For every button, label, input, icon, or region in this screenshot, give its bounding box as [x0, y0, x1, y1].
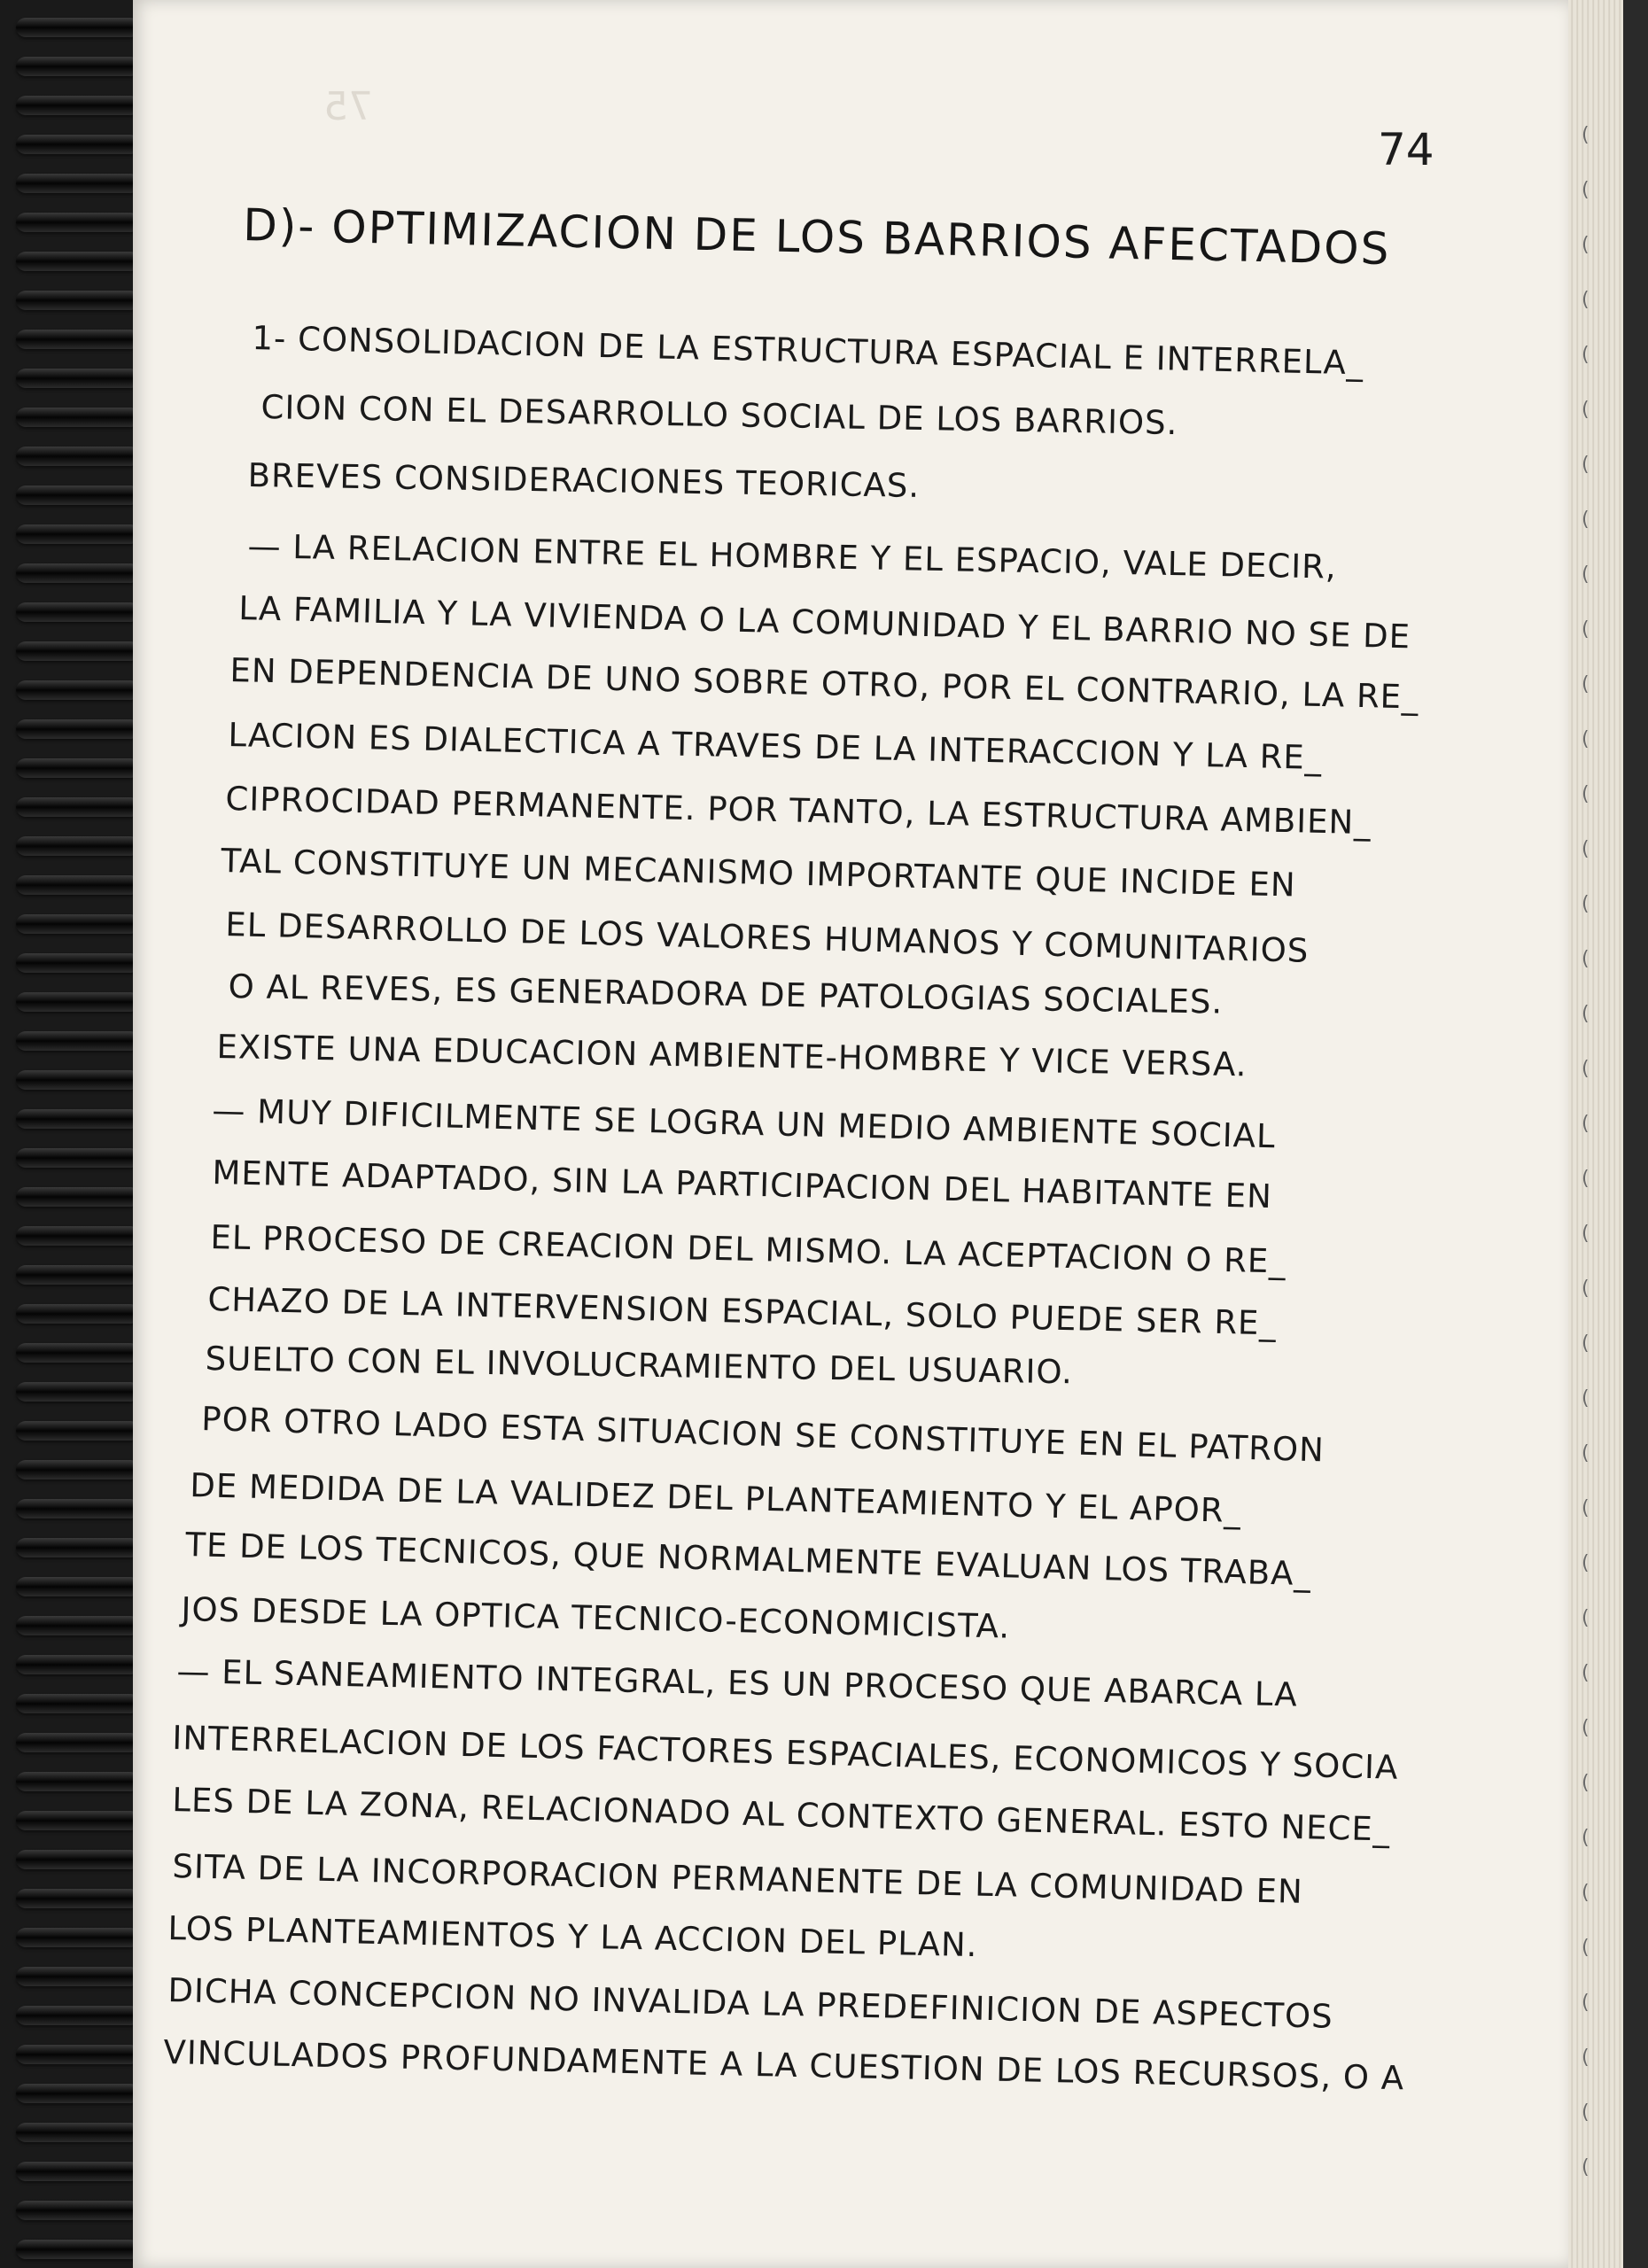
margin-tick: ( — [1582, 783, 1590, 805]
margin-tick: ( — [1582, 1058, 1590, 1080]
margin-tick: ( — [1582, 1278, 1590, 1300]
binding-coil — [16, 1226, 140, 1246]
text-line: — EL SANEAMIENTO INTEGRAL, ES UN PROCESO QUE ABARCA LA — [176, 1652, 1299, 1714]
binding-coil — [16, 96, 140, 115]
binding-coil — [16, 1304, 140, 1324]
binding-coil — [16, 1811, 140, 1830]
text-line: POR OTRO LADO ESTA SITUACION SE CONSTITUYE EN EL PATRON — [200, 1400, 1325, 1470]
text-line: EL DESARROLLO DE LOS VALORES HUMANOS Y COMUNITARIOS — [224, 905, 1310, 970]
text-line: CIPROCIDAD PERMANENTE. POR TANTO, LA ESTRUCTURA AMBIEN_ — [225, 780, 1372, 843]
margin-tick: ( — [1582, 1113, 1590, 1135]
binding-coil — [16, 1109, 140, 1129]
binding-coil — [16, 992, 140, 1012]
binding-coil — [16, 914, 140, 934]
margin-tick: ( — [1582, 1937, 1590, 1959]
ghost-page-number: 75 — [323, 84, 373, 129]
margin-tick: ( — [1582, 1332, 1590, 1355]
margin-tick: ( — [1582, 1717, 1590, 1739]
margin-tick: ( — [1582, 1662, 1590, 1684]
binding-coil — [16, 1889, 140, 1908]
margin-tick: ( — [1582, 1003, 1590, 1025]
margin-marks — [1582, 124, 1599, 2179]
binding-coil — [16, 369, 140, 388]
binding-coil — [16, 1421, 140, 1441]
binding-coil — [16, 1694, 140, 1713]
binding-coil — [16, 57, 140, 76]
binding-coil — [16, 2123, 140, 2142]
text-line: SITA DE LA INCORPORACION PERMANENTE DE LA COMUNIDAD EN — [172, 1847, 1304, 1911]
margin-tick: ( — [1582, 1992, 1590, 2014]
binding-coil — [16, 797, 140, 817]
binding-coil — [16, 18, 140, 37]
binding-coil — [16, 408, 140, 427]
binding-coil — [16, 602, 140, 622]
binding-coil — [16, 252, 140, 271]
margin-tick: ( — [1582, 1442, 1590, 1464]
binding-coil — [16, 1733, 140, 1752]
margin-tick: ( — [1582, 234, 1590, 256]
margin-tick: ( — [1582, 509, 1590, 531]
margin-tick: ( — [1582, 1223, 1590, 1245]
text-line: DE MEDIDA DE LA VALIDEZ DEL PLANTEAMIENTO Y EL APOR_ — [189, 1466, 1242, 1530]
text-line: CHAZO DE LA INTERVENSION ESPACIAL, SOLO PUEDE SER RE_ — [207, 1280, 1278, 1343]
binding-coil — [16, 1460, 140, 1480]
margin-tick: ( — [1582, 1552, 1590, 1574]
binding-coil — [16, 641, 140, 661]
binding-coil — [16, 1343, 140, 1363]
section-heading: D)- OPTIMIZACION DE LOS BARRIOS AFECTADOS — [242, 199, 1391, 276]
margin-tick: ( — [1582, 179, 1590, 201]
binding-coil — [16, 1577, 140, 1596]
binding-coil — [16, 1265, 140, 1285]
margin-tick: ( — [1582, 1497, 1590, 1519]
text-line: 1- CONSOLIDACION DE LA ESTRUCTURA ESPACIAL E INTERRELA_ — [252, 319, 1364, 383]
margin-tick: ( — [1582, 2047, 1590, 2069]
text-line: INTERRELACION DE LOS FACTORES ESPACIALES, ECONOMICOS Y SOCIA — [171, 1719, 1399, 1787]
margin-tick: ( — [1582, 1168, 1590, 1190]
binding-coil — [16, 330, 140, 349]
binding-coil — [16, 1538, 140, 1557]
margin-tick: ( — [1582, 289, 1590, 311]
binding-coil — [16, 1148, 140, 1168]
margin-tick: ( — [1582, 1882, 1590, 1904]
text-line: — MUY DIFICILMENTE SE LOGRA UN MEDIO AMBIENTE SOCIAL — [211, 1091, 1277, 1156]
text-line: DICHA CONCEPCION NO INVALIDA LA PREDEFINICION DE ASPECTOS — [167, 1971, 1334, 2036]
binding-coil — [16, 2162, 140, 2181]
text-line: LES DE LA ZONA, RELACIONADO AL CONTEXTO GENERAL. ESTO NECE_ — [171, 1781, 1391, 1849]
margin-tick: ( — [1582, 454, 1590, 476]
margin-tick: ( — [1582, 399, 1590, 421]
binding-coil — [16, 953, 140, 973]
margin-tick: ( — [1582, 2101, 1590, 2124]
binding-coil — [16, 135, 140, 154]
text-line: VINCULADOS PROFUNDAMENTE A LA CUESTION DE LOS RECURSOS, O A — [163, 2033, 1405, 2098]
binding-coil — [16, 719, 140, 739]
text-line: LA FAMILIA Y LA VIVIENDA O LA COMUNIDAD Y EL BARRIO NO SE DE — [237, 589, 1411, 656]
page-number: 74 — [1378, 124, 1434, 175]
binding-coil — [16, 1187, 140, 1207]
binding-coil — [16, 563, 140, 583]
binding-coil — [16, 2201, 140, 2220]
text-line: EXISTE UNA EDUCACION AMBIENTE-HOMBRE Y VICE VERSA. — [216, 1028, 1248, 1084]
binding-coil — [16, 2084, 140, 2103]
text-line: JOS DESDE LA OPTICA TECNICO-ECONOMICISTA. — [181, 1590, 1011, 1646]
margin-tick: ( — [1582, 838, 1590, 860]
binding-coil — [16, 213, 140, 232]
margin-tick: ( — [1582, 563, 1590, 586]
spiral-binding — [0, 0, 142, 2268]
text-line: O AL REVES, ES GENERADORA DE PATOLOGIAS SOCIALES. — [228, 967, 1224, 1021]
binding-coil — [16, 1499, 140, 1518]
text-line: BREVES CONSIDERACIONES TEORICAS. — [247, 456, 921, 505]
text-line: LACION ES DIALECTICA A TRAVES DE LA INTERACCION Y LA RE_ — [228, 716, 1323, 777]
binding-coil — [16, 2045, 140, 2064]
binding-coil — [16, 447, 140, 466]
margin-tick: ( — [1582, 728, 1590, 750]
binding-coil — [16, 2240, 140, 2259]
text-line: SUELTO CON EL INVOLUCRAMIENTO DEL USUARIO. — [205, 1340, 1074, 1392]
binding-coil — [16, 758, 140, 778]
margin-tick: ( — [1582, 618, 1590, 641]
binding-coil — [16, 291, 140, 310]
text-line: — LA RELACION ENTRE EL HOMBRE Y EL ESPACIO, VALE DECIR, — [247, 527, 1338, 586]
binding-coil — [16, 2006, 140, 2025]
binding-coil — [16, 1850, 140, 1869]
binding-coil — [16, 875, 140, 895]
binding-coil — [16, 1772, 140, 1791]
margin-tick: ( — [1582, 673, 1590, 695]
text-line: EN DEPENDENCIA DE UNO SOBRE OTRO, POR EL CONTRARIO, LA RE_ — [229, 651, 1420, 717]
text-line: LOS PLANTEAMIENTOS Y LA ACCION DEL PLAN. — [167, 1909, 978, 1965]
margin-tick: ( — [1582, 1607, 1590, 1629]
text-line: CION CON EL DESARROLLO SOCIAL DE LOS BARRIOS. — [260, 388, 1178, 443]
margin-tick: ( — [1582, 893, 1590, 915]
binding-coil — [16, 485, 140, 505]
binding-coil — [16, 1070, 140, 1090]
binding-coil — [16, 524, 140, 544]
binding-coil — [16, 174, 140, 193]
margin-tick: ( — [1582, 1827, 1590, 1849]
binding-coil — [16, 1928, 140, 1947]
binding-coil — [16, 1382, 140, 1402]
text-line: TAL CONSTITUYE UN MECANISMO IMPORTANTE QUE INCIDE EN — [221, 842, 1297, 905]
margin-tick: ( — [1582, 1772, 1590, 1794]
margin-tick: ( — [1582, 2156, 1590, 2179]
binding-coil — [16, 1655, 140, 1674]
margin-tick: ( — [1582, 124, 1590, 146]
text-line: TE DE LOS TECNICOS, QUE NORMALMENTE EVALUAN LOS TRABA_ — [184, 1526, 1312, 1594]
text-line: MENTE ADAPTADO, SIN LA PARTICIPACION DEL HABITANTE EN — [212, 1153, 1273, 1216]
margin-tick: ( — [1582, 1387, 1590, 1410]
margin-tick: ( — [1582, 948, 1590, 970]
margin-tick: ( — [1582, 344, 1590, 366]
page-stack-edge — [1568, 0, 1648, 2268]
binding-coil — [16, 1967, 140, 1986]
binding-coil — [16, 680, 140, 700]
binding-coil — [16, 1031, 140, 1051]
text-line: EL PROCESO DE CREACION DEL MISMO. LA ACEPTACION O RE_ — [210, 1218, 1287, 1281]
binding-coil — [16, 836, 140, 856]
binding-coil — [16, 1616, 140, 1635]
